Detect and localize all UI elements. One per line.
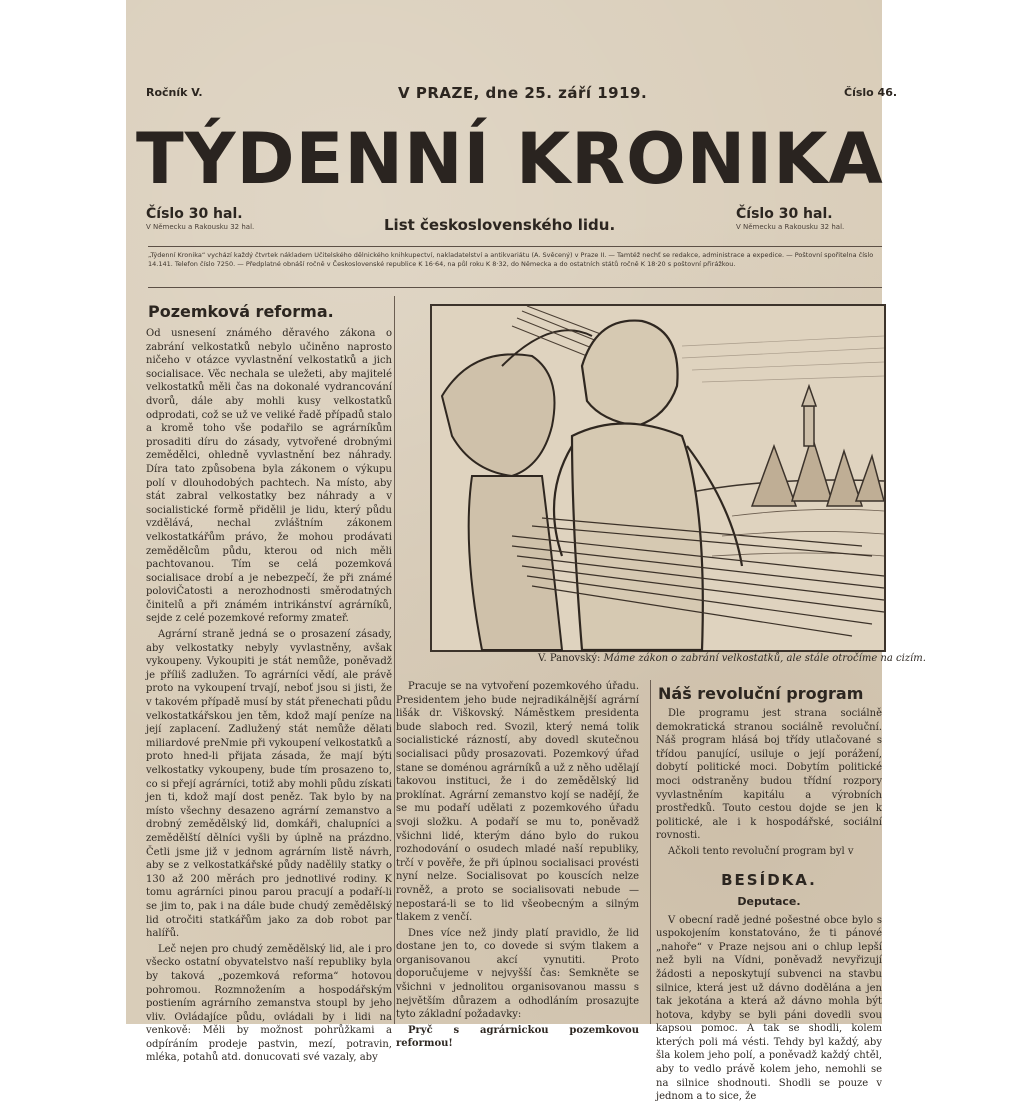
masthead-meta-row	[146, 84, 898, 104]
woman-back	[442, 330, 592, 650]
church-tower	[802, 386, 816, 446]
price-right-sub: V Německu a Rakousku 32 hal.	[736, 223, 845, 231]
place-date: V PRAZE, dne 25. září 1919.	[398, 84, 648, 102]
illustration-caption	[538, 653, 926, 664]
article-headline: Pozemková reforma.	[148, 302, 334, 321]
article-pozemkova-reforma	[146, 296, 392, 1064]
article-revolucni-program	[656, 680, 882, 1103]
article-paragraph: Pryč s agrárnickou pozemkovou reformou!	[396, 1024, 639, 1050]
price-box-right	[736, 206, 844, 231]
haystacks	[752, 436, 884, 506]
column-divider-right	[650, 680, 651, 1024]
price-right-label: Číslo 30 hal.	[736, 206, 833, 222]
sky-hatching	[682, 336, 884, 382]
illustration-harvest-women	[430, 304, 886, 652]
publisher-info: „Týdenní Kronika“ vychází každý čtvrtek nákladem Učitelského dělnického knihkupectví, nakladatelství a antikvariátu (A. Svěcený) v Praze II. — Tamtéž nechť se redakce, administrace a expedice. — Poštovní spořitelna číslo 14.141. Telefon číslo 7250. — Předplatné obnáší ročně v Československé republice K 16·64, na půl roku K 8·32, do Německa a do ostatních států ročně K 18·20 s poštovní přirážkou.	[148, 246, 882, 288]
price-left-label: Číslo 30 hal.	[146, 206, 243, 222]
price-box-left	[146, 206, 254, 231]
article-paragraph: V obecní radě jedné pošestné obce bylo s uspokojením konstatováno, že ti pánové „nahoře“ v Praze nejsou ani o chlup lepší než byli na Vídni, poněvadž nevyřizují žádosti a neposkytují subvenci na stavbu silnice, která jest už dávno dodělána a jen tak jekotána a která až dávno mohla být hotova, kdyby se byli páni dovedli svou kapsou pomoc. A tak se shodli, kolem kterých poli má vésti. Tehdy byl každý, aby šla kolem jeho polí, a poněvadž každý chtěl, aby to vedlo právě kolem jeho, nemohli se na silnice shodnouti. Shodli se pouze v jednom a to sice, že	[656, 914, 882, 1103]
section-subheading-deputace: Deputace.	[737, 894, 801, 908]
article-paragraph: Ačkoli tento revoluční program byl v	[668, 845, 854, 857]
article-paragraph: Dle programu jest strana sociálně demokratická stranou sociálně revoluční. Náš program hlásá boj třídy utlačované s třídou panující, usiluje o její porážení, dobytí politické moci. Dobytím politické moci odstraněny budou třídní rozpory vyvlastněním kapitálu a výrobních prostředků. Touto cestou dojde se jen k politické, ale i k hospodářské, sociální rovnosti.	[656, 708, 882, 842]
section-heading-besidka: BESÍDKA.	[721, 870, 817, 889]
woman-front	[554, 321, 742, 650]
article-paragraph: Agrární straně jedná se o prosazení zásady, aby velkostatky nebyly vyvlastněny, avšak vykoupeny. Vykoupiti je stát nemůže, poněvadž je příliš zadlužen. To agrárníci vědí, ale právě proto na vykoupení trvají, neboť jsou si jisti, že v takovém případě musí by stát přenechati půdu velkostatkářskou jen těm, kdož mají peníze na její zaplacení. Zadlužený stát nemůže dělati miliardové preNmie při vykoupení velkostatků a proto hned-li přijata zásada, že mají býti velkostatky vykoupeny, bude tím prosazeno to, co si přejí agrárníci, totiž aby mohli půdu získati jen ti, kdož mají dost peněz. Tak bylo by na místo všechny desazeno agrární zemanstvo a drobný zemědělský lid, domkáři, chalupníci a zemědělští dělníci vyšli by úplně na prázdno. Četli jsme již v jednom agrárním listě návrh, aby se z velkostatkářské půdy nadělily statky o 130 až 200 měrách pro jednotlivé rodiny. K tomu agrárníci pinou parou pracují a podaří-li se jim to, pak i na dále bude chudý zemědělský lid otročiti statkářům jako za dob robot par halířů.	[146, 629, 392, 940]
article-paragraph: Pracuje se na vytvoření pozemkového úřadu. Presidentem jeho bude nejradikálnější agrární lišák dr. Viškovský. Náměstkem presidenta bude slaboch red. Svozil, který nemá tolik socialistické rázností, aby dovedl skutečnou socialisaci půdy prosazovati. Pozemkový úřad stane se doménou agrárníků a už z něho udělají takovou instituci, že i do zemědělský lid proklínat. Agrární zemanstvo kojí se nadějí, že se mu podaří udělati z pozemkového úřadu svoji složku. A podaří se mu to, poněvadž všichni lidé, kterým dáno bylo do rukou rozhodování o osudech mladé naší republiky, trčí v pověře, že při úplnou socialisaci provésti nyní nelze. Socialisovat po kouscích nelze rovněž, a proto se socialisovati nebude — nepostará-li se to lid všeobecným a silným tlakem z venčí.	[396, 681, 639, 924]
newspaper-page	[126, 0, 926, 1103]
volume-label: Ročník V.	[146, 86, 203, 99]
article-paragraph: Dnes více než jindy platí pravidlo, že lid dostane jen to, co dovede si svým tlakem a organisovanou akcí vynutiti. Proto doporučujeme v nejvyšší čas: Semkněte se všichni v jednolitou organisovanou massu s největším důrazem a odhodláním prosazujte tyto základní požadavky:	[396, 927, 639, 1021]
article-paragraph: Od usnesení známého děravého zákona o zabrání velkostatků nebylo učiněno naprosto ničeho v otázce vyvlastnění velkostatků a jich socialisace. Věc nechala se uležeti, aby majitelé velkostatků měli čas na dokonalé vydrancování dvorů, dále aby mohli kusy velkostatků odprodati, což se už ve veliké řadě případů stalo a kromě toho vše podařilo se agrárníkům prosaditi díru do zásady, vytvořené drobnými zemědělci, ohledně vyvlastnění bez náhrady. Díra tato způsobena byla zákonem o výkupu polí v dlouhodobých pachtech. Na místo, aby stát zabral velkostatky bez náhrady a v socialistické formě přidělil je lidu, který půdu vzdělává, nechal zvláštním zákonem velkostatkářům právo, že mohou prodávati zemědělcům půdu, kterou od nich měli pachtovanou. Tím se celá pozemková socialisace drobí a je nebezpečí, že při známé poloviČatosti a nerozhodnosti směrodatných činitelů a při známém intrikánství agrárníků, sejde z celé pozemkové reformy zmateř.	[146, 328, 392, 625]
newspaper-title: TÝDENNÍ KRONIKA	[136, 118, 884, 200]
caption-text: Máme zákon o zabrání velkostatků, ale stále otročíme na cizím.	[603, 653, 926, 664]
column-divider-left	[394, 296, 395, 1024]
article-paragraph: Leč nejen pro chudý zemědělský lid, ale i pro všecko ostatní obyvatelstvo naší republiky byla by taková „pozemková reforma“ hotovou pohromou. Rozmnožením a hospodářským postiením agrárního zemanstva stoupl by jeho vliv. Ovládajíce půdu, ovládali by i lidi na venkově: Měli by možnost pohrůžkami a odpíráním prodeje pastvin, mezí, potravin, mléka, potahů atd. donucovati své vazaly, aby	[146, 943, 392, 1064]
article-pozemkovy-urad	[396, 680, 639, 1050]
newspaper-subtitle: List československého lidu.	[384, 216, 616, 234]
issue-number: Číslo 46.	[844, 86, 898, 99]
price-left-sub: V Německu a Rakousku 32 hal.	[146, 223, 255, 231]
article-headline: Náš revoluční program	[658, 684, 864, 703]
illustration-drawing	[432, 306, 884, 650]
caption-author: V. Panovský:	[538, 653, 601, 664]
